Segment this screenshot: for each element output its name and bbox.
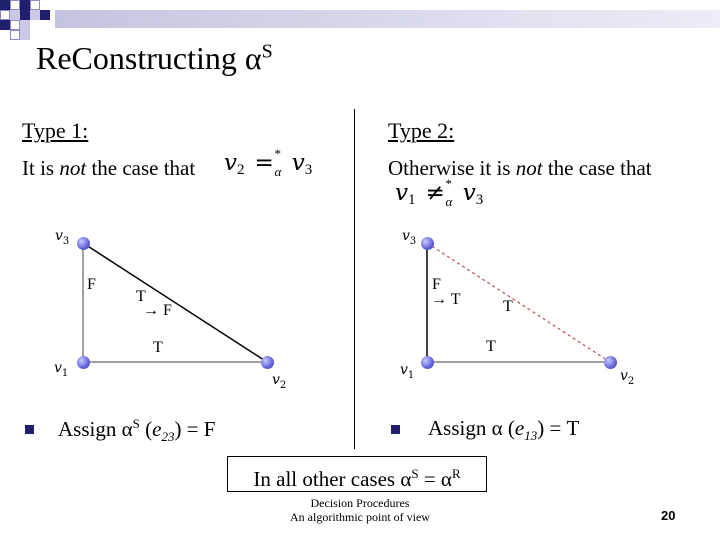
- type2-heading: Type 2:: [388, 118, 455, 143]
- bullet-icon: [25, 425, 34, 434]
- label-v2: $v_2$: [272, 372, 287, 391]
- type1-formula: $v_2$ = * α $v_3$: [224, 146, 313, 179]
- type1-condition: It is not the case that: [22, 156, 196, 180]
- edge-v3-v2: [83, 243, 267, 362]
- type1-graph: [0, 0, 360, 400]
- edge-label-v3-v1-t: → T: [431, 291, 461, 308]
- bullet-icon: [391, 425, 400, 434]
- node-v2: [604, 356, 617, 369]
- label-v1: $v_1$: [400, 362, 415, 381]
- footer-line-1: Decision Procedures: [310, 496, 410, 510]
- node-v3: [77, 237, 90, 250]
- edge-label-v1-v2: T: [486, 338, 496, 355]
- label-v3: $v_3$: [55, 228, 70, 247]
- footer-line-2: An algorithmic point of view: [290, 510, 430, 524]
- edge-label-v3-v2-f: → F: [143, 302, 172, 319]
- edge-label-v3-v1-f: F: [432, 276, 441, 293]
- slide-title: ReConstructing $\alpha^S$: [36, 40, 273, 76]
- type2-condition: Otherwise it is not the case that: [388, 156, 652, 180]
- edge-label-v3-v1: F: [87, 276, 96, 293]
- type1-heading: Type 1:: [22, 118, 89, 143]
- label-v3: $v_3$: [402, 228, 417, 247]
- type2-graph: [360, 0, 720, 400]
- footer: [260, 496, 460, 524]
- label-v1: $v_1$: [54, 360, 69, 379]
- node-v1: [421, 356, 434, 369]
- page-number: 20: [661, 508, 676, 523]
- node-v2: [261, 356, 274, 369]
- other-cases-box: In all other cases $\alpha^S = \alpha^R$: [227, 456, 487, 492]
- type1-assignment: Assign $\alpha^S$ $(e_{23}) = F$: [58, 416, 216, 445]
- node-v3: [421, 237, 434, 250]
- label-v2: $v_2$: [620, 368, 635, 387]
- edge-label-v3-v2: T: [503, 298, 513, 315]
- type2-formula: $v_1$ ≠ * α $v_3$: [395, 176, 484, 209]
- type2-assignment: Assign α $(e_{13}) = T$: [428, 416, 580, 444]
- edge-label-v1-v2: T: [153, 339, 163, 356]
- node-v1: [77, 356, 90, 369]
- edge-label-v3-v2-t: T: [136, 288, 146, 305]
